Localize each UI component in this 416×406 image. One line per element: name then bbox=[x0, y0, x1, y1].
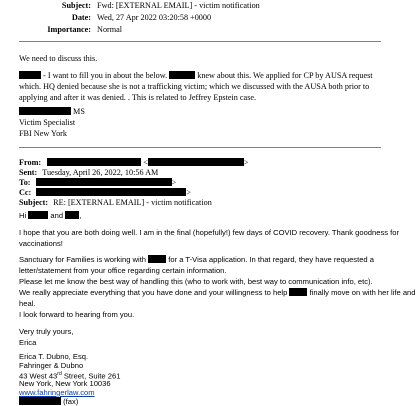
forward-body-line-2: which. HQ denied because she is not a trafficking victim; which we discussed with the AUSA both prior to bbox=[19, 82, 370, 91]
orig-subject-value: RE: [EXTERNAL EMAIL] - victim notification bbox=[53, 198, 212, 207]
email-date-row bbox=[19, 12, 211, 23]
body-p1-line-1: I hope that you are both doing well. I am in the final (hopefully!) few days of COVID recovery. Thank goodness for bbox=[19, 228, 400, 237]
from-label: From: bbox=[19, 158, 42, 167]
website-link[interactable]: www.fahringerlaw.com bbox=[19, 388, 95, 397]
date-value: Wed, 27 Apr 2022 03:20:58 +0000 bbox=[97, 13, 212, 22]
email-importance-row bbox=[19, 24, 122, 35]
sig-name: Erica T. Dubno, Esq. bbox=[19, 352, 89, 361]
redaction-block bbox=[148, 158, 244, 166]
redaction-block bbox=[169, 71, 195, 79]
importance-label: Importance: bbox=[47, 25, 91, 34]
email-subject-row bbox=[19, 0, 260, 11]
redaction-block bbox=[19, 71, 41, 79]
body-p2-line-5: heal. bbox=[19, 299, 36, 308]
original-from-row: From: < > bbox=[19, 158, 249, 167]
forward-body-line-3: applying and after it was denied. . This is related to Jeffrey Epstein case. bbox=[19, 93, 257, 102]
redaction-block bbox=[148, 255, 166, 263]
sig-website[interactable] bbox=[19, 388, 95, 397]
subject-label: Subject: bbox=[61, 1, 91, 10]
forward-signature-title: Victim Specialist bbox=[19, 118, 76, 127]
redaction-block bbox=[19, 397, 61, 405]
body-p2-line-4: We really appreciate everything that you have done and your willingness to help finally move on with her life and bbox=[19, 288, 416, 297]
original-to-row: To: > bbox=[19, 178, 177, 187]
to-label: To: bbox=[19, 178, 31, 187]
closing-line: Very truly yours, bbox=[19, 327, 74, 336]
redaction-block bbox=[289, 288, 307, 296]
date-label: Date: bbox=[71, 13, 91, 22]
redaction-block bbox=[47, 158, 141, 166]
redaction-block bbox=[36, 188, 186, 196]
sent-value: Tuesday, April 26, 2022, 10:56 AM bbox=[42, 168, 159, 177]
sig-firm: Fahringer & Dubno bbox=[19, 361, 84, 370]
subject-value: Fwd: [EXTERNAL EMAIL] - victim notification bbox=[97, 1, 260, 10]
forward-signature-org: FBI New York bbox=[19, 129, 67, 138]
body-p2-line-3: Please let me know the best way of handling this (who to work with, best way to communication info, etc). bbox=[19, 277, 373, 286]
original-cc-row: Cc: > bbox=[19, 188, 191, 197]
body-p2-line-1: Sanctuary for Families is working with for a T-Visa application. In that regard, they have requested a bbox=[19, 255, 374, 264]
greeting-line: Hi and , bbox=[19, 211, 82, 220]
sig-fax: (fax) bbox=[19, 397, 78, 406]
original-subject-row bbox=[19, 197, 212, 208]
sig-address-2: New York, New York 10036 bbox=[19, 379, 111, 388]
closing-name: Erica bbox=[19, 338, 37, 347]
forward-body-line-1: - I want to fill you in about the below. knew about this. We applied for CP by AUSA request bbox=[19, 70, 373, 81]
orig-subject-label: Subject: bbox=[19, 198, 49, 207]
redaction-block bbox=[36, 178, 172, 186]
redaction-block bbox=[19, 107, 71, 115]
header-divider bbox=[19, 41, 381, 42]
redaction-block bbox=[28, 211, 48, 219]
body-p2-line-2: letter/statement from your office regarding certain information. bbox=[19, 266, 227, 275]
importance-value: Normal bbox=[97, 25, 123, 34]
sig-address-1: 43 West 43rd Street, Suite 261 bbox=[19, 371, 121, 381]
sent-label: Sent: bbox=[19, 168, 38, 177]
forward-divider bbox=[19, 147, 381, 148]
cc-label: Cc: bbox=[19, 188, 32, 197]
forward-intro: We need to discuss this. bbox=[19, 54, 98, 63]
forward-signature-name: MS bbox=[19, 106, 85, 117]
redaction-block bbox=[65, 211, 79, 219]
body-p1-line-2: vaccinations! bbox=[19, 239, 63, 248]
body-p2-line-6: I look forward to hearing from you. bbox=[19, 310, 135, 319]
